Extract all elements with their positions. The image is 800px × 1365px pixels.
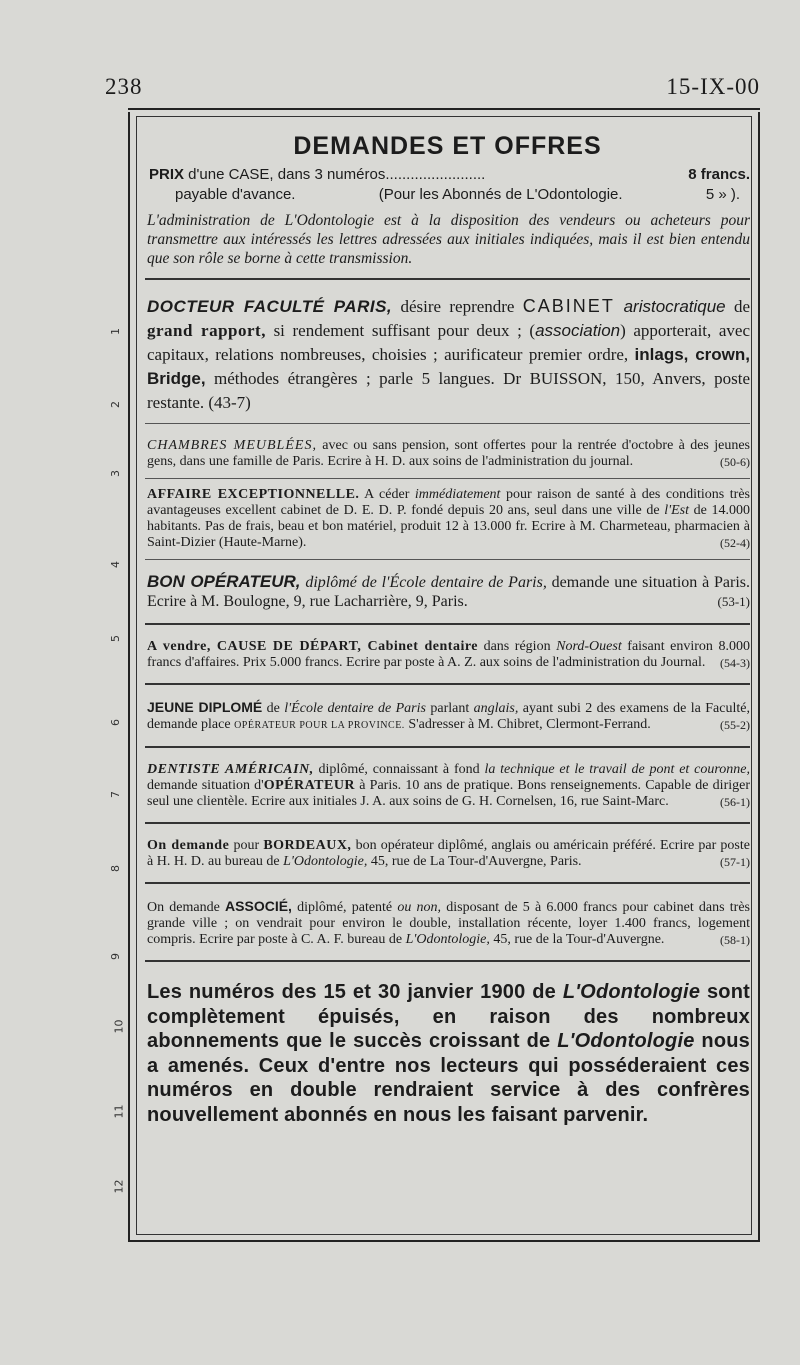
ad-chambres: CHAMBRES MEUBLÉES, avec ou sans pension, sont offertes pour la rentrée d'octobre à des jeunes gens, dans une famille de Paris. Ecrire à H. D. aux soins de l'administration du journal. (50-6) — [147, 438, 751, 469]
line-number: 9 — [109, 953, 122, 960]
ad-ref: (54-3) — [720, 656, 750, 670]
line-number: 12 — [112, 1179, 126, 1194]
line-number: 8 — [109, 865, 122, 872]
back-issues-notice: Les numéros des 15 et 30 janvier 1900 de L'Odontologie sont complètement épuisés, en raison des nombreux abonnements que le succès croissant de L'Odontologie nous a amenés. Ceux d'entre nos lecteurs qui posséderaient ces numéros en double rendraient service à des confrères nouvellement abonnés en nous les faisant parvenir. — [147, 981, 750, 1126]
ad-a-vendre: A vendre, CAUSE DE DÉPART, Cabinet dentaire dans région Nord-Ouest faisant environ 8.000 francs d'affaires. Prix 5.000 francs. Ecrire par poste à A. Z. aux soins de l'administration du Journal. (54-3) — [147, 639, 750, 670]
price-label: PRIX — [149, 166, 185, 183]
divider — [145, 822, 750, 824]
line-number: 7 — [109, 791, 122, 798]
ad-bon-operateur: BON OPÉRATEUR, diplômé de l'École dentaire de Paris, demande une situation à Paris. Ecrire à M. Boulogne, 9, rue Lacharrière, 9, Paris. (53-1) — [147, 572, 751, 610]
administration-notice: L'administration de L'Odontologie est à la disposition des vendeurs ou acheteurs pour transmettre aux intéressés les lettres adressées aux initiales indiquées, mais il est bien entendu que son rôle se borne à cette transmission. — [147, 212, 750, 267]
line-number: 2 — [109, 401, 122, 408]
line-number: 10 — [112, 1019, 126, 1034]
divider — [145, 960, 750, 962]
ads-content — [145, 120, 750, 1127]
price-line — [145, 165, 750, 185]
divider — [145, 559, 750, 560]
price-subscriber-line — [145, 185, 750, 205]
line-number: 5 — [109, 635, 122, 642]
ad-ref: (50-6) — [720, 455, 750, 469]
ad-ref: (56-1) — [720, 795, 750, 809]
page-number: 238 — [105, 74, 143, 99]
subscriber-price: 5 » ). — [705, 186, 740, 203]
payment-terms: payable d'avance. — [175, 186, 296, 203]
ad-ref: (52-4) — [720, 536, 750, 550]
ad-associe: On demande ASSOCIÉ, diplômé, patenté ou non, disposant de 5 à 6.000 francs pour cabinet dans très grande ville ; on vendrait pour environ le double, installation récente, loyer 1.400 francs, logement compris. Ecrire par poste à C. A. F. bureau de L'Odontologie, 45, rue de la Tour-d'Auvergne. (58-1) — [147, 898, 751, 947]
price-amount: 8 francs. — [688, 166, 750, 183]
ad-ref: (53-1) — [717, 594, 750, 609]
price-text: d'une CASE, dans 3 numéros........................ — [184, 166, 486, 183]
ad-affaire: AFFAIRE EXCEPTIONNELLE. A céder immédiatement pour raison de santé à des conditions très avantageuses excellent cabinet de D. E. D. P. fondé depuis 20 ans, seul dans une ville de l'Est de 14.000 habitants. Pas de frais, beau et bon matériel, produit 12 à 13.000 fr. Ecrire à M. Charmeteau, pharmacien à Saint-Dizier (Haute-Marne). (52-4) — [147, 487, 750, 550]
divider — [145, 278, 750, 280]
subscriber-price-label: (Pour les Abonnés de L'Odontologie. — [378, 186, 623, 203]
divider — [145, 882, 750, 884]
ad-ref: (55-2) — [720, 718, 750, 732]
ad-ref: (57-1) — [720, 855, 750, 869]
line-number: 4 — [109, 561, 122, 568]
margin-line-numbers — [100, 0, 130, 1365]
line-number: 11 — [112, 1104, 126, 1119]
ad-ref: (58-1) — [720, 933, 750, 947]
header-rule — [128, 108, 760, 110]
divider — [145, 623, 750, 625]
divider — [145, 423, 750, 424]
issue-date: 15-IX-00 — [666, 74, 760, 99]
line-number: 3 — [109, 470, 122, 477]
ad-jeune-diplome: JEUNE DIPLOMÉ de l'École dentaire de Paris parlant anglais, ayant subi 2 des examens de la Faculté, demande place OPÉRATEUR POUR LA PROVINCE. S'adresser à M. Chibret, Clermont-Ferrand. (55-2) — [147, 699, 750, 732]
price-block — [145, 165, 750, 205]
divider — [145, 683, 750, 685]
ad-dentiste-americain: DENTISTE AMÉRICAIN, diplômé, connaissant à fond la technique et le travail de pont et couronne, demande situation d'OPÉRATEUR à Paris. 10 ans de pratique. Bons renseignements. Capable de diriger seul une clientèle. Ecrire aux initiales J. A. aux soins de G. H. Cornelsen, 16, rue Saint-Marc. (56-1) — [147, 762, 751, 809]
ad-docteur: DOCTEUR FACULTÉ PARIS, désire reprendre CABINET aristocratique de grand rapport, si rendement suffisant pour deux ; (association) apporterait, avec capitaux, relations nombreuses, choisies ; aurificateur premier ordre, inlags, crown, Bridge, méthodes étrangères ; parle 5 langues. Dr BUISSON, 150, Anvers, poste restante. (43-7) — [147, 296, 751, 412]
line-number: 6 — [109, 719, 122, 726]
section-title: DEMANDES ET OFFRES — [293, 132, 602, 160]
divider — [145, 746, 750, 748]
line-number: 1 — [109, 328, 122, 335]
ad-bordeaux: On demande pour BORDEAUX, bon opérateur diplômé, anglais ou américain préféré. Ecrire par poste à H. H. D. au bureau de L'Odontologie, 45, rue de La Tour-d'Auvergne, Paris. (57-1) — [147, 838, 750, 869]
divider — [145, 478, 750, 479]
